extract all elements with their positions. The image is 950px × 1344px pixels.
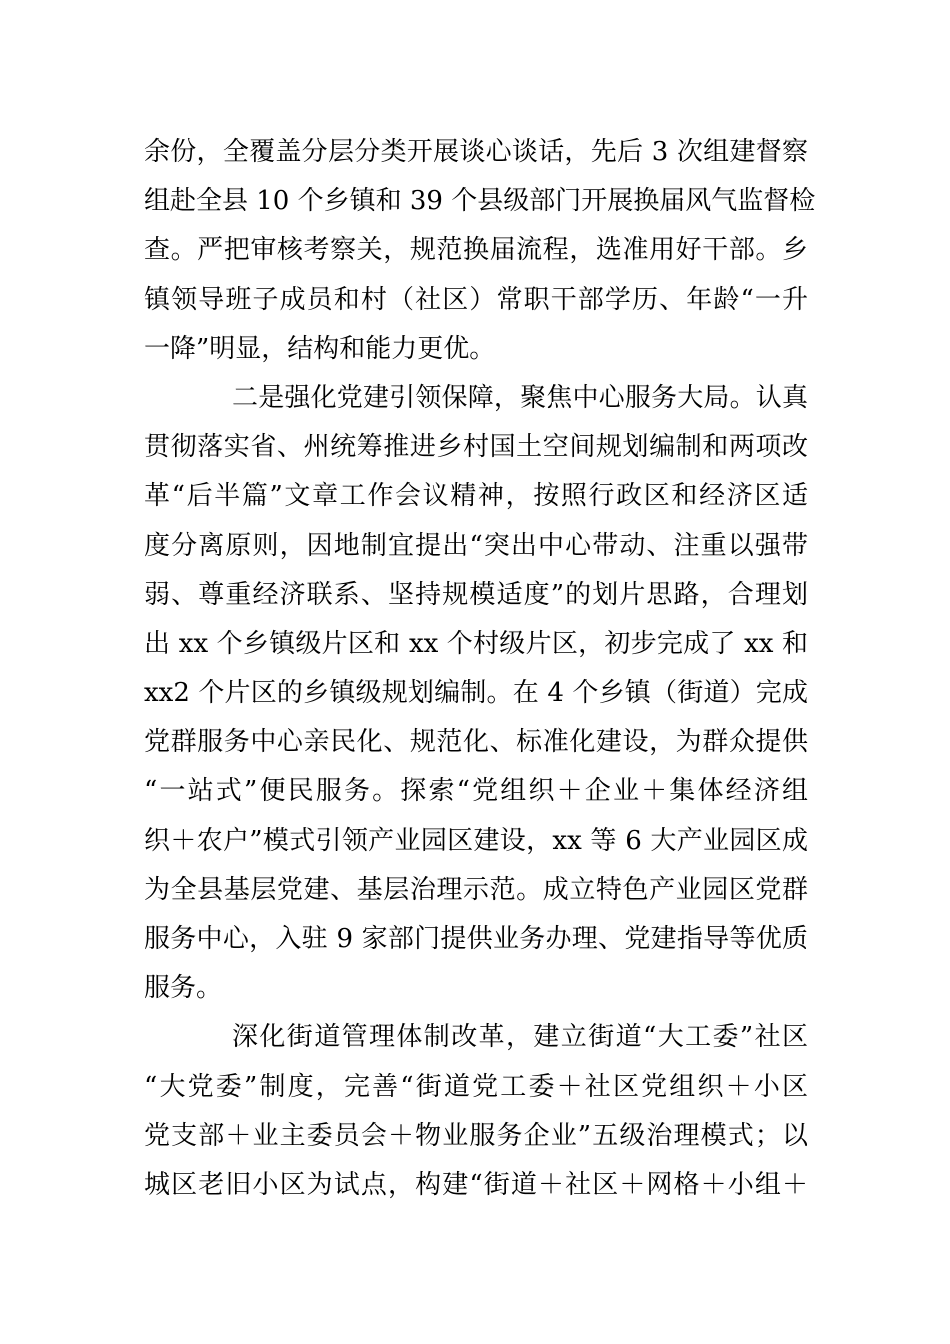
text-line: 一降”明显，结构和能力更优。 <box>144 333 496 364</box>
text-line: 组赴全县 10 个乡镇和 39 个县级部门开展换届风气监督检 <box>144 186 816 217</box>
text-line: 查。严把审核考察关，规范换届流程，选准用好干部。乡 <box>144 235 808 266</box>
text-line: 弱、尊重经济联系、坚持规模适度”的划片思路，合理划 <box>144 579 808 610</box>
text-line: 党群服务中心亲民化、规范化、标准化建设，为群众提供 <box>144 727 808 758</box>
text-line: 服务中心，入驻 9 家部门提供业务办理、党建指导等优质 <box>144 924 808 954</box>
body-text <box>144 128 816 1210</box>
text-line: 镇领导班子成员和村（社区）常职干部学历、年龄“一升 <box>144 284 808 315</box>
text-line: 为全县基层党建、基层治理示范。成立特色产业园区党群 <box>144 874 808 905</box>
text-line: 度分离原则，因地制宜提出“突出中心带动、注重以强带 <box>144 530 808 561</box>
text-line: 织＋农户”模式引领产业园区建设，xx 等 6 大产业园区成 <box>144 825 808 856</box>
text-line: 服务。 <box>144 973 223 1004</box>
text-line: “大党委”制度，完善“街道党工委＋社区党组织＋小区 <box>144 1071 808 1102</box>
text-line: 贯彻落实省、州统筹推进乡村国土空间规划编制和两项改 <box>144 432 808 463</box>
text-line: 革“后半篇”文章工作会议精神，按照行政区和经济区适 <box>144 481 808 512</box>
text-line: xx2 个片区的乡镇级规划编制。在 4 个乡镇（街道）完成 <box>144 678 808 709</box>
text-line: 二是强化党建引领保障，聚焦中心服务大局。认真 <box>232 382 808 413</box>
text-line: 深化街道管理体制改革，建立街道“大工委”社区 <box>232 1022 808 1053</box>
text-line: 余份，全覆盖分层分类开展谈心谈话，先后 3 次组建督察 <box>144 137 808 167</box>
text-line: 出 xx 个乡镇级片区和 xx 个村级片区，初步完成了 xx 和 <box>144 628 808 659</box>
text-line: 党支部＋业主委员会＋物业服务企业”五级治理模式；以 <box>144 1120 808 1151</box>
text-line: “一站式”便民服务。探索“党组织＋企业＋集体经济组 <box>144 776 808 807</box>
text-line: 城区老旧小区为试点，构建“街道＋社区＋网格＋小组＋ <box>144 1169 808 1200</box>
